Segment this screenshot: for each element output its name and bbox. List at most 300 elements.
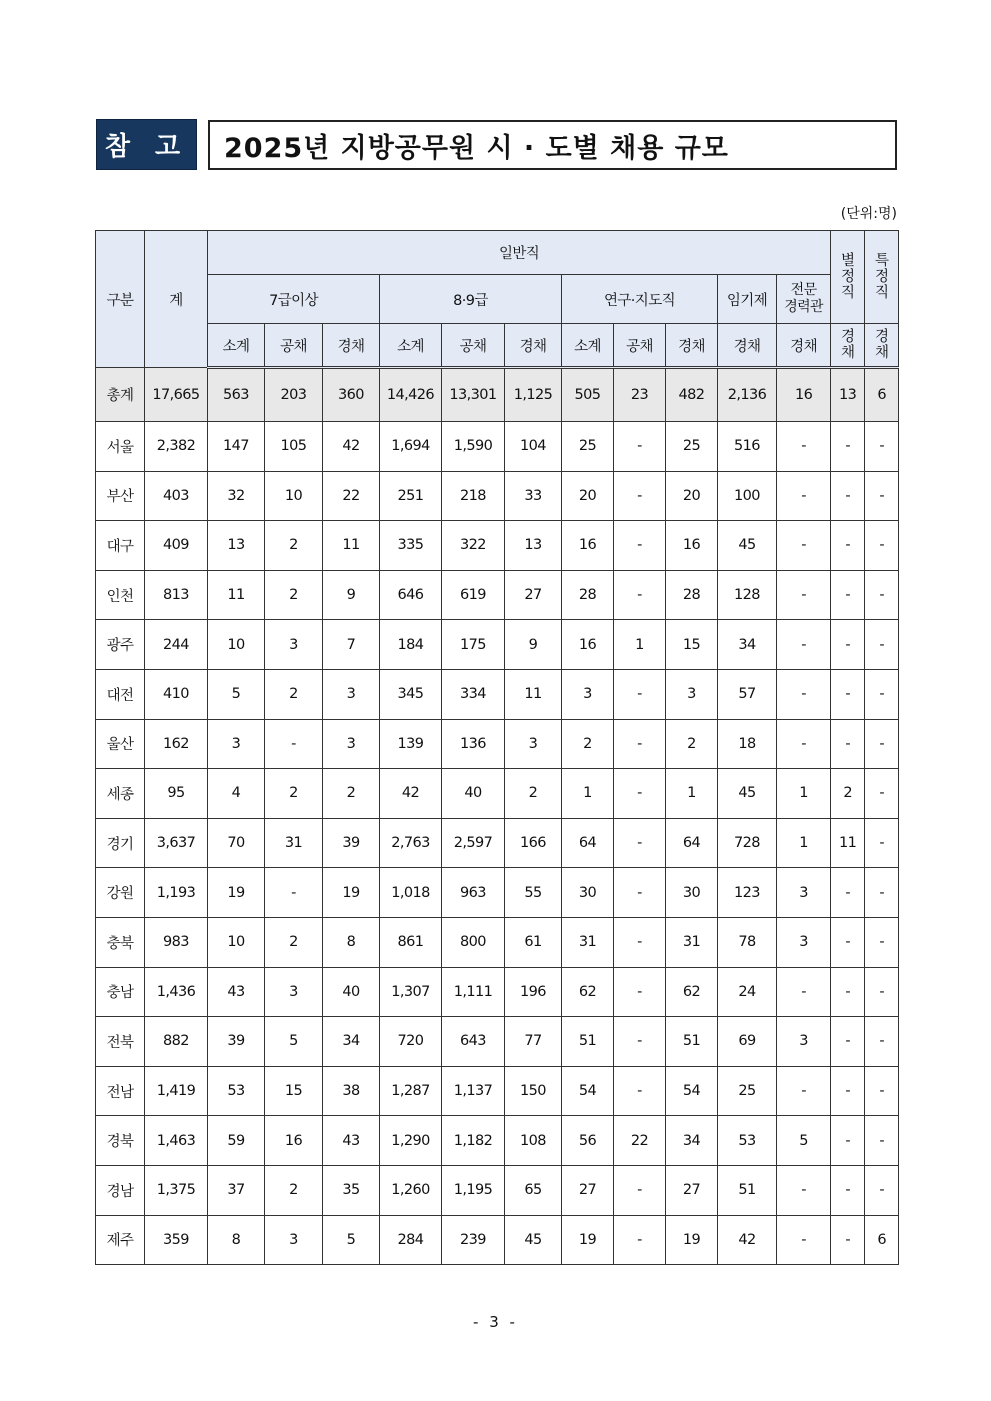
cell-g89-open: 136 xyxy=(442,719,505,769)
cell-r-open: 23 xyxy=(614,368,666,422)
table-row-total xyxy=(96,368,899,422)
cell-g7-sub: 53 xyxy=(208,1066,265,1116)
cell-g7-sub: 563 xyxy=(208,368,265,422)
cell-g7-open: 203 xyxy=(265,368,323,422)
cell-term: 25 xyxy=(718,1066,777,1116)
cell-r-career: 2 xyxy=(666,719,718,769)
cell-total: 95 xyxy=(145,769,208,819)
cell-special: 11 xyxy=(831,818,865,868)
cell-special: - xyxy=(831,917,865,967)
cell-special: - xyxy=(831,719,865,769)
table-header xyxy=(96,231,899,368)
table-row xyxy=(96,570,899,620)
cell-special: - xyxy=(831,422,865,472)
cell-g7-sub: 32 xyxy=(208,471,265,521)
table-row xyxy=(96,818,899,868)
cell-r-open: 22 xyxy=(614,1116,666,1166)
cell-g89-open: 1,590 xyxy=(442,422,505,472)
table-row xyxy=(96,620,899,670)
cell-r-open: - xyxy=(614,1066,666,1116)
cell-g89-sub: 2,763 xyxy=(380,818,442,868)
cell-g89-sub: 1,290 xyxy=(380,1116,442,1166)
cell-r-open: - xyxy=(614,669,666,719)
header-research: 연구·지도직 xyxy=(562,275,718,324)
cell-g89-sub: 251 xyxy=(380,471,442,521)
table-row xyxy=(96,769,899,819)
cell-g89-career: 1,125 xyxy=(505,368,562,422)
cell-r-open: - xyxy=(614,570,666,620)
cell-g7-open: - xyxy=(265,868,323,918)
cell-g7-career: 11 xyxy=(323,521,380,571)
row-label: 인천 xyxy=(96,570,145,620)
cell-g89-career: 11 xyxy=(505,669,562,719)
cell-g7-open: 3 xyxy=(265,967,323,1017)
cell-particular: - xyxy=(865,471,899,521)
cell-g7-career: 5 xyxy=(323,1215,380,1265)
cell-g89-sub: 1,260 xyxy=(380,1165,442,1215)
cell-g89-open: 619 xyxy=(442,570,505,620)
cell-special: 13 xyxy=(831,368,865,422)
row-label: 충남 xyxy=(96,967,145,1017)
cell-g7-sub: 4 xyxy=(208,769,265,819)
sub-gyeongchae: 경채 xyxy=(666,324,718,368)
sub-gyeongchae: 경채 xyxy=(323,324,380,368)
cell-total: 244 xyxy=(145,620,208,670)
cell-term: 516 xyxy=(718,422,777,472)
hiring-table xyxy=(95,230,899,1265)
cell-expert: 1 xyxy=(777,769,831,819)
cell-expert: 3 xyxy=(777,868,831,918)
cell-total: 410 xyxy=(145,669,208,719)
document-title: 2025년 지방공무원 시 · 도별 채용 규모 xyxy=(208,120,897,170)
cell-g7-sub: 10 xyxy=(208,620,265,670)
cell-r-open: - xyxy=(614,422,666,472)
row-label: 충북 xyxy=(96,917,145,967)
sub-sogye: 소계 xyxy=(208,324,265,368)
cell-g7-career: 2 xyxy=(323,769,380,819)
cell-term: 728 xyxy=(718,818,777,868)
cell-r-sub: 31 xyxy=(562,917,614,967)
sub-gyeongchae-vertical: 경 채 xyxy=(831,324,865,368)
cell-g89-open: 1,195 xyxy=(442,1165,505,1215)
cell-r-career: 30 xyxy=(666,868,718,918)
cell-g89-career: 61 xyxy=(505,917,562,967)
cell-particular: - xyxy=(865,1165,899,1215)
cell-special: - xyxy=(831,1017,865,1067)
cell-r-sub: 28 xyxy=(562,570,614,620)
cell-total: 403 xyxy=(145,471,208,521)
table-row xyxy=(96,967,899,1017)
cell-r-open: - xyxy=(614,719,666,769)
cell-g7-sub: 19 xyxy=(208,868,265,918)
cell-g7-sub: 70 xyxy=(208,818,265,868)
cell-special: - xyxy=(831,868,865,918)
cell-g7-career: 9 xyxy=(323,570,380,620)
header-term: 임기제 xyxy=(718,275,777,324)
cell-g7-sub: 8 xyxy=(208,1215,265,1265)
cell-particular: - xyxy=(865,719,899,769)
cell-g89-sub: 861 xyxy=(380,917,442,967)
cell-r-sub: 19 xyxy=(562,1215,614,1265)
cell-expert: 3 xyxy=(777,1017,831,1067)
cell-g89-sub: 284 xyxy=(380,1215,442,1265)
cell-g7-sub: 11 xyxy=(208,570,265,620)
header-grade7: 7급이상 xyxy=(208,275,380,324)
cell-special: - xyxy=(831,521,865,571)
cell-g89-career: 166 xyxy=(505,818,562,868)
cell-particular: - xyxy=(865,868,899,918)
table-row xyxy=(96,471,899,521)
cell-term: 128 xyxy=(718,570,777,620)
cell-g89-career: 33 xyxy=(505,471,562,521)
cell-g7-sub: 10 xyxy=(208,917,265,967)
cell-g7-sub: 147 xyxy=(208,422,265,472)
cell-special: - xyxy=(831,1066,865,1116)
table-row xyxy=(96,669,899,719)
cell-g89-open: 963 xyxy=(442,868,505,918)
cell-g89-career: 108 xyxy=(505,1116,562,1166)
cell-g7-open: 2 xyxy=(265,917,323,967)
cell-expert: 1 xyxy=(777,818,831,868)
cell-g7-sub: 37 xyxy=(208,1165,265,1215)
cell-r-sub: 64 xyxy=(562,818,614,868)
cell-g7-career: 3 xyxy=(323,719,380,769)
header-grade89: 8·9급 xyxy=(380,275,562,324)
cell-g7-open: 2 xyxy=(265,1165,323,1215)
cell-expert: - xyxy=(777,1165,831,1215)
cell-g89-career: 13 xyxy=(505,521,562,571)
cell-expert: 16 xyxy=(777,368,831,422)
unit-label: (단위:명) xyxy=(840,206,897,222)
cell-g89-open: 1,182 xyxy=(442,1116,505,1166)
row-label: 강원 xyxy=(96,868,145,918)
cell-term: 45 xyxy=(718,769,777,819)
cell-g7-career: 360 xyxy=(323,368,380,422)
cell-r-sub: 16 xyxy=(562,521,614,571)
cell-g89-sub: 139 xyxy=(380,719,442,769)
row-label: 경기 xyxy=(96,818,145,868)
cell-special: 2 xyxy=(831,769,865,819)
cell-g7-career: 43 xyxy=(323,1116,380,1166)
header-gubun: 구분 xyxy=(96,231,145,368)
cell-g89-career: 55 xyxy=(505,868,562,918)
row-label: 울산 xyxy=(96,719,145,769)
cell-particular: - xyxy=(865,422,899,472)
table-row xyxy=(96,1116,899,1166)
cell-g7-sub: 59 xyxy=(208,1116,265,1166)
cell-r-career: 16 xyxy=(666,521,718,571)
cell-expert: 3 xyxy=(777,917,831,967)
cell-expert: - xyxy=(777,422,831,472)
sub-sogye: 소계 xyxy=(562,324,614,368)
row-label: 부산 xyxy=(96,471,145,521)
cell-r-sub: 51 xyxy=(562,1017,614,1067)
cell-r-open: - xyxy=(614,868,666,918)
cell-g89-sub: 1,018 xyxy=(380,868,442,918)
cell-r-open: - xyxy=(614,471,666,521)
cell-g7-career: 7 xyxy=(323,620,380,670)
cell-r-career: 3 xyxy=(666,669,718,719)
cell-total: 409 xyxy=(145,521,208,571)
cell-g7-career: 19 xyxy=(323,868,380,918)
cell-particular: - xyxy=(865,967,899,1017)
cell-r-open: - xyxy=(614,818,666,868)
cell-g89-open: 239 xyxy=(442,1215,505,1265)
cell-term: 53 xyxy=(718,1116,777,1166)
cell-g89-sub: 646 xyxy=(380,570,442,620)
table-row xyxy=(96,1215,899,1265)
cell-g89-open: 322 xyxy=(442,521,505,571)
sub-gongchae: 공채 xyxy=(265,324,323,368)
cell-g7-career: 3 xyxy=(323,669,380,719)
header-general: 일반직 xyxy=(208,231,831,275)
cell-g7-open: 3 xyxy=(265,620,323,670)
cell-r-career: 482 xyxy=(666,368,718,422)
cell-r-sub: 20 xyxy=(562,471,614,521)
cell-g7-sub: 5 xyxy=(208,669,265,719)
cell-g89-career: 3 xyxy=(505,719,562,769)
page-number: - 3 - xyxy=(473,1313,518,1331)
cell-g7-open: 2 xyxy=(265,570,323,620)
cell-r-career: 34 xyxy=(666,1116,718,1166)
cell-g7-open: 5 xyxy=(265,1017,323,1067)
cell-g7-open: 10 xyxy=(265,471,323,521)
cell-g7-career: 8 xyxy=(323,917,380,967)
cell-g89-open: 334 xyxy=(442,669,505,719)
cell-r-open: - xyxy=(614,1165,666,1215)
table-row xyxy=(96,422,899,472)
cell-particular: - xyxy=(865,620,899,670)
reference-tag: 참 고 xyxy=(96,119,197,170)
cell-r-sub: 25 xyxy=(562,422,614,472)
cell-term: 57 xyxy=(718,669,777,719)
cell-particular: - xyxy=(865,917,899,967)
cell-r-sub: 1 xyxy=(562,769,614,819)
cell-r-open: - xyxy=(614,1215,666,1265)
sub-sogye: 소계 xyxy=(380,324,442,368)
cell-r-career: 64 xyxy=(666,818,718,868)
cell-g89-sub: 14,426 xyxy=(380,368,442,422)
cell-g89-sub: 1,287 xyxy=(380,1066,442,1116)
cell-total: 359 xyxy=(145,1215,208,1265)
cell-r-sub: 16 xyxy=(562,620,614,670)
cell-g89-open: 800 xyxy=(442,917,505,967)
cell-g89-career: 150 xyxy=(505,1066,562,1116)
cell-g89-open: 218 xyxy=(442,471,505,521)
cell-g7-open: 2 xyxy=(265,521,323,571)
cell-g89-open: 1,111 xyxy=(442,967,505,1017)
row-label: 제주 xyxy=(96,1215,145,1265)
row-label: 경북 xyxy=(96,1116,145,1166)
cell-g7-open: 16 xyxy=(265,1116,323,1166)
cell-r-sub: 27 xyxy=(562,1165,614,1215)
row-label: 서울 xyxy=(96,422,145,472)
cell-term: 69 xyxy=(718,1017,777,1067)
cell-g7-open: 3 xyxy=(265,1215,323,1265)
cell-term: 34 xyxy=(718,620,777,670)
cell-g7-sub: 3 xyxy=(208,719,265,769)
cell-r-career: 15 xyxy=(666,620,718,670)
cell-g7-career: 35 xyxy=(323,1165,380,1215)
cell-term: 78 xyxy=(718,917,777,967)
header-expert: 전문 경력관 xyxy=(777,275,831,324)
cell-g7-career: 39 xyxy=(323,818,380,868)
cell-term: 45 xyxy=(718,521,777,571)
cell-g7-career: 42 xyxy=(323,422,380,472)
cell-total: 1,419 xyxy=(145,1066,208,1116)
cell-g7-open: - xyxy=(265,719,323,769)
cell-g89-sub: 42 xyxy=(380,769,442,819)
cell-r-open: - xyxy=(614,1017,666,1067)
cell-r-career: 1 xyxy=(666,769,718,819)
row-label: 전북 xyxy=(96,1017,145,1067)
cell-total: 1,436 xyxy=(145,967,208,1017)
cell-particular: - xyxy=(865,1017,899,1067)
cell-particular: - xyxy=(865,818,899,868)
cell-particular: 6 xyxy=(865,1215,899,1265)
cell-g7-open: 31 xyxy=(265,818,323,868)
cell-r-career: 19 xyxy=(666,1215,718,1265)
cell-r-career: 31 xyxy=(666,917,718,967)
cell-total: 1,193 xyxy=(145,868,208,918)
cell-particular: - xyxy=(865,521,899,571)
sub-gongchae: 공채 xyxy=(614,324,666,368)
cell-expert: - xyxy=(777,967,831,1017)
sub-gyeongchae: 경채 xyxy=(718,324,777,368)
cell-g89-sub: 720 xyxy=(380,1017,442,1067)
row-label: 전남 xyxy=(96,1066,145,1116)
cell-r-career: 51 xyxy=(666,1017,718,1067)
cell-expert: - xyxy=(777,1066,831,1116)
cell-r-career: 27 xyxy=(666,1165,718,1215)
cell-expert: - xyxy=(777,620,831,670)
cell-particular: - xyxy=(865,1116,899,1166)
cell-term: 51 xyxy=(718,1165,777,1215)
table-row xyxy=(96,1017,899,1067)
row-label: 경남 xyxy=(96,1165,145,1215)
cell-particular: - xyxy=(865,1066,899,1116)
cell-total: 882 xyxy=(145,1017,208,1067)
cell-term: 100 xyxy=(718,471,777,521)
cell-g89-open: 40 xyxy=(442,769,505,819)
cell-g89-sub: 184 xyxy=(380,620,442,670)
cell-g7-career: 38 xyxy=(323,1066,380,1116)
cell-g89-sub: 335 xyxy=(380,521,442,571)
cell-expert: - xyxy=(777,471,831,521)
row-label: 세종 xyxy=(96,769,145,819)
cell-g7-open: 2 xyxy=(265,669,323,719)
cell-total: 813 xyxy=(145,570,208,620)
cell-g89-career: 196 xyxy=(505,967,562,1017)
cell-g89-sub: 1,694 xyxy=(380,422,442,472)
sub-gongchae: 공채 xyxy=(442,324,505,368)
header-total: 계 xyxy=(145,231,208,368)
cell-special: - xyxy=(831,1215,865,1265)
cell-term: 2,136 xyxy=(718,368,777,422)
cell-total: 1,375 xyxy=(145,1165,208,1215)
cell-g7-open: 15 xyxy=(265,1066,323,1116)
cell-g7-career: 22 xyxy=(323,471,380,521)
sub-gyeongchae: 경채 xyxy=(777,324,831,368)
row-label: 대전 xyxy=(96,669,145,719)
cell-term: 42 xyxy=(718,1215,777,1265)
cell-special: - xyxy=(831,471,865,521)
cell-r-career: 28 xyxy=(666,570,718,620)
cell-g89-career: 104 xyxy=(505,422,562,472)
cell-g89-sub: 345 xyxy=(380,669,442,719)
cell-g7-sub: 43 xyxy=(208,967,265,1017)
cell-total: 162 xyxy=(145,719,208,769)
cell-special: - xyxy=(831,620,865,670)
cell-r-career: 54 xyxy=(666,1066,718,1116)
cell-particular: - xyxy=(865,669,899,719)
cell-g89-career: 77 xyxy=(505,1017,562,1067)
cell-g7-career: 34 xyxy=(323,1017,380,1067)
cell-r-sub: 2 xyxy=(562,719,614,769)
sub-gyeongchae-vertical: 경 채 xyxy=(865,324,899,368)
cell-g7-sub: 39 xyxy=(208,1017,265,1067)
table-row xyxy=(96,1066,899,1116)
sub-gyeongchae: 경채 xyxy=(505,324,562,368)
cell-g89-career: 9 xyxy=(505,620,562,670)
header-particular: 특 정 직 xyxy=(865,231,899,324)
cell-g7-career: 40 xyxy=(323,967,380,1017)
cell-special: - xyxy=(831,570,865,620)
cell-g89-career: 2 xyxy=(505,769,562,819)
cell-special: - xyxy=(831,1165,865,1215)
table-row xyxy=(96,917,899,967)
cell-r-career: 62 xyxy=(666,967,718,1017)
cell-r-open: 1 xyxy=(614,620,666,670)
cell-r-open: - xyxy=(614,769,666,819)
row-label: 대구 xyxy=(96,521,145,571)
cell-expert: - xyxy=(777,669,831,719)
cell-g89-open: 13,301 xyxy=(442,368,505,422)
cell-g89-career: 45 xyxy=(505,1215,562,1265)
cell-r-sub: 3 xyxy=(562,669,614,719)
cell-g7-open: 105 xyxy=(265,422,323,472)
cell-term: 123 xyxy=(718,868,777,918)
cell-special: - xyxy=(831,1116,865,1166)
table-row xyxy=(96,521,899,571)
cell-total: 3,637 xyxy=(145,818,208,868)
cell-g89-career: 27 xyxy=(505,570,562,620)
cell-g89-open: 1,137 xyxy=(442,1066,505,1116)
table-body xyxy=(96,368,899,1265)
cell-r-career: 20 xyxy=(666,471,718,521)
cell-term: 18 xyxy=(718,719,777,769)
row-label: 총계 xyxy=(96,368,145,422)
cell-r-sub: 56 xyxy=(562,1116,614,1166)
cell-expert: 5 xyxy=(777,1116,831,1166)
cell-r-sub: 30 xyxy=(562,868,614,918)
cell-particular: - xyxy=(865,570,899,620)
table-row xyxy=(96,868,899,918)
cell-g89-open: 2,597 xyxy=(442,818,505,868)
cell-r-open: - xyxy=(614,521,666,571)
cell-g7-open: 2 xyxy=(265,769,323,819)
cell-g89-career: 65 xyxy=(505,1165,562,1215)
cell-g89-open: 175 xyxy=(442,620,505,670)
cell-particular: - xyxy=(865,769,899,819)
cell-total: 1,463 xyxy=(145,1116,208,1166)
cell-expert: - xyxy=(777,570,831,620)
cell-g89-sub: 1,307 xyxy=(380,967,442,1017)
cell-total: 983 xyxy=(145,917,208,967)
row-label: 광주 xyxy=(96,620,145,670)
table-row xyxy=(96,1165,899,1215)
cell-g7-sub: 13 xyxy=(208,521,265,571)
